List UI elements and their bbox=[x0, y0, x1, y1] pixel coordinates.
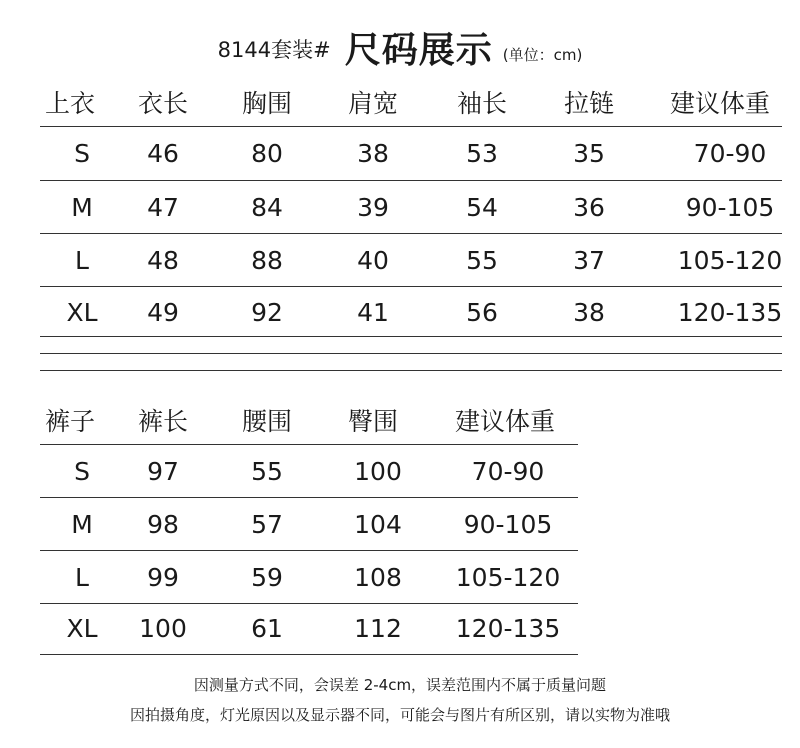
value-cell: 57 bbox=[251, 510, 283, 539]
value-cell: 80 bbox=[251, 139, 283, 168]
value-cell: 105-120 bbox=[677, 246, 783, 275]
value-cell: 40 bbox=[357, 246, 389, 275]
page-title bbox=[0, 22, 800, 72]
value-cell: 97 bbox=[147, 457, 179, 486]
size-cell: XL bbox=[66, 614, 98, 643]
value-cell: 36 bbox=[573, 193, 605, 222]
header-cell: 腰围 bbox=[241, 407, 292, 436]
divider bbox=[40, 286, 782, 287]
value-cell: 54 bbox=[466, 193, 498, 222]
footer-note-display: 因拍摄角度，灯光原因以及显示器不同，可能会与图片有所区别，请以实物为准哦 bbox=[129, 706, 670, 724]
header-cell: 衣长 bbox=[137, 89, 188, 118]
value-cell: 41 bbox=[357, 298, 389, 327]
divider bbox=[40, 336, 782, 337]
value-cell: 90-105 bbox=[685, 193, 775, 222]
value-cell: 37 bbox=[573, 246, 605, 275]
header-cell: 建议体重 bbox=[669, 89, 770, 118]
size-cell: M bbox=[71, 510, 93, 539]
value-cell: 61 bbox=[251, 614, 283, 643]
value-cell: 49 bbox=[147, 298, 179, 327]
value-cell: 100 bbox=[139, 614, 187, 643]
header-cell: 臀围 bbox=[347, 407, 398, 436]
header-cell: 胸围 bbox=[241, 89, 292, 118]
divider bbox=[40, 444, 578, 445]
value-cell: 38 bbox=[357, 139, 389, 168]
value-cell: 38 bbox=[573, 298, 605, 327]
size-cell: L bbox=[75, 563, 89, 592]
divider bbox=[40, 126, 782, 127]
divider bbox=[40, 603, 578, 604]
size-cell: L bbox=[75, 246, 89, 275]
value-cell: 53 bbox=[466, 139, 498, 168]
header-cell: 拉链 bbox=[563, 89, 614, 118]
value-cell: 55 bbox=[466, 246, 498, 275]
value-cell: 104 bbox=[354, 510, 402, 539]
header-cell: 裤子 bbox=[44, 407, 95, 436]
value-cell: 35 bbox=[573, 139, 605, 168]
value-cell: 46 bbox=[147, 139, 179, 168]
value-cell: 120-135 bbox=[677, 298, 783, 327]
value-cell: 90-105 bbox=[463, 510, 553, 539]
size-cell: S bbox=[74, 139, 90, 168]
value-cell: 112 bbox=[354, 614, 402, 643]
header-cell: 袖长 bbox=[456, 89, 507, 118]
title-main: 尺码展示 bbox=[344, 29, 493, 71]
divider bbox=[40, 233, 782, 234]
product-code: 8144套装# bbox=[217, 38, 331, 62]
value-cell: 70-90 bbox=[471, 457, 545, 486]
divider bbox=[40, 654, 578, 655]
size-cell: XL bbox=[66, 298, 98, 327]
value-cell: 120-135 bbox=[455, 614, 561, 643]
header-cell: 上衣 bbox=[44, 89, 95, 118]
value-cell: 88 bbox=[251, 246, 283, 275]
size-cell: M bbox=[71, 193, 93, 222]
value-cell: 84 bbox=[251, 193, 283, 222]
value-cell: 92 bbox=[251, 298, 283, 327]
header-cell: 裤长 bbox=[137, 407, 188, 436]
section-separator bbox=[40, 353, 782, 354]
value-cell: 55 bbox=[251, 457, 283, 486]
header-cell: 建议体重 bbox=[454, 407, 555, 436]
footer-note-measurement: 因测量方式不同，会误差 2-4cm，误差范围内不属于质量问题 bbox=[193, 676, 607, 694]
divider bbox=[40, 180, 782, 181]
value-cell: 98 bbox=[147, 510, 179, 539]
header-cell: 肩宽 bbox=[347, 89, 398, 118]
value-cell: 105-120 bbox=[455, 563, 561, 592]
value-cell: 70-90 bbox=[693, 139, 767, 168]
value-cell: 100 bbox=[354, 457, 402, 486]
value-cell: 99 bbox=[147, 563, 179, 592]
value-cell: 108 bbox=[354, 563, 402, 592]
divider bbox=[40, 497, 578, 498]
value-cell: 47 bbox=[147, 193, 179, 222]
value-cell: 48 bbox=[147, 246, 179, 275]
divider bbox=[40, 550, 578, 551]
value-cell: 59 bbox=[251, 563, 283, 592]
value-cell: 39 bbox=[357, 193, 389, 222]
value-cell: 56 bbox=[466, 298, 498, 327]
unit-note: (单位：cm) bbox=[502, 45, 583, 64]
size-cell: S bbox=[74, 457, 90, 486]
section-separator bbox=[40, 370, 782, 371]
